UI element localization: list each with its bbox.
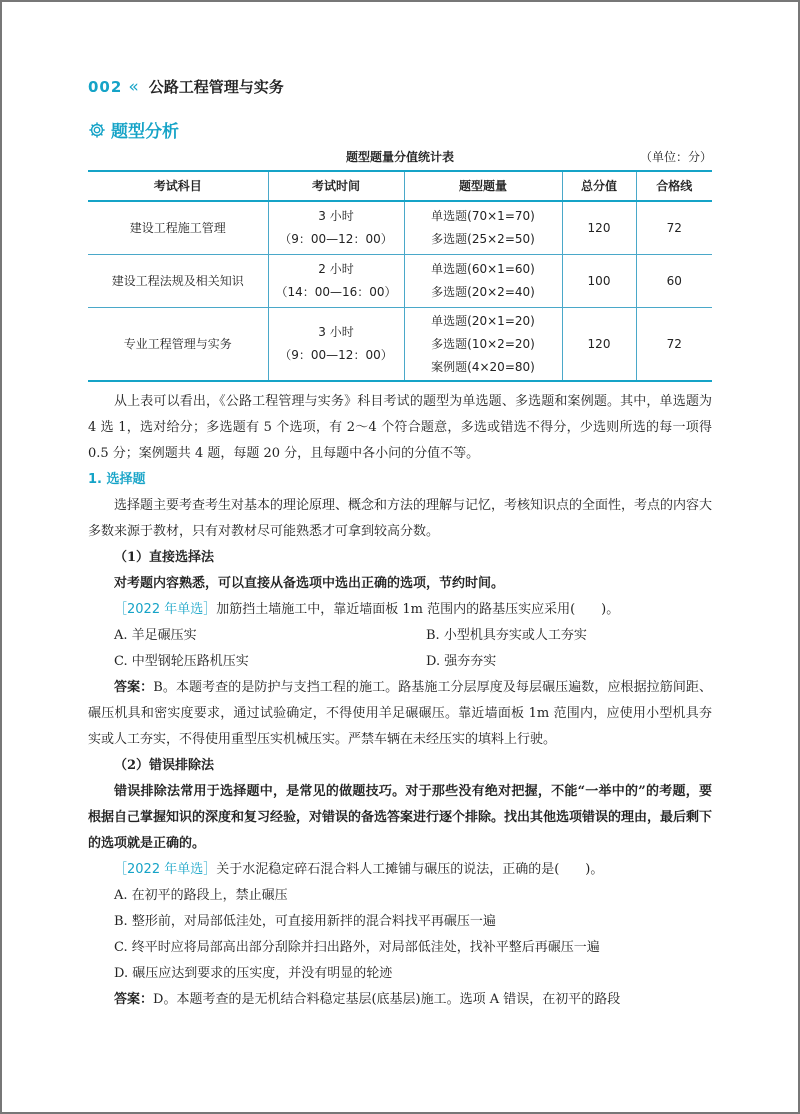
table-header-row [88,171,712,201]
choice-description: 选择题主要考查考生对基本的理论原理、概念和方法的理解与记忆，考核知识点的全面性，考点的内容大多数来源于教材，只有对教材尽可能熟悉才可拿到较高分数。 [88,498,713,539]
option-a: A. 在初平的路段上，禁止碾压 [114,888,288,903]
time-range: （14：00—16：00） [275,285,397,299]
time-hours: 3 小时 [318,325,354,339]
option-c: C. 终平时应将局部高出部分刮除并扫出路外，对局部低洼处，找补平整后再碾压一遍 [114,940,600,955]
options-row [88,649,712,675]
cell-types [404,255,562,308]
section-heading [88,117,179,142]
option-c: C. 中型钢轮压路机压实 [114,654,249,669]
question-1 [88,597,712,623]
cell-time [268,308,404,382]
method-1-description: 对考题内容熟悉，可以直接从备选项中选出正确的选项，节约时间。 [114,576,505,591]
question-text: 加筋挡土墙施工中，靠近墙面板 1m 范围内的路基压实应采用( )。 [216,602,620,617]
intro-paragraph: 从上表可以看出，《公路工程管理与实务》科目考试的题型为单选题、多选题和案例题。其中，单选题为 4 选 1，选对给分；多选题有 5 个选项，有 2～4 个符合题意，多选或错选不得分，少选则所选的每一项得 0.5 分；案例题共 4 题，每题 20 分，且每题中各小问的分值不等。 [88,394,712,461]
chevron-left-icon: « [128,76,139,97]
option-b: B. 整形前，对局部低洼处，可直接用新拌的混合料找平再碾压一遍 [114,914,496,929]
score-table [88,170,712,382]
cell-pass: 72 [636,201,712,255]
type-line: 单选题(20×1=20) [431,313,535,328]
answer-text: D。本题考查的是无机结合料稳定基层(底基层)施工。选项 A 错误，在初平的路段 [153,992,621,1007]
answer-1 [88,675,712,753]
type-line: 多选题(25×2=50) [431,232,535,246]
option-b: B. 小型机具夯实或人工夯实 [426,628,587,643]
cell-total: 100 [562,255,636,308]
type-line: 多选题(20×2=40) [431,285,535,299]
choice-heading: 1. 选择题 [88,472,146,487]
method-2-title: （2）错误排除法 [114,758,215,773]
body-text [88,389,712,1013]
question-tag: ［2022 年单选］ [114,862,217,877]
question-2 [88,857,712,883]
type-line: 案例题(4×20=80) [431,359,535,374]
gear-icon [88,121,106,139]
cell-time [268,255,404,308]
section-title: 题型分析 [111,122,179,142]
table-row [88,201,712,255]
page-number: 002 [88,77,123,96]
cell-pass: 60 [636,255,712,308]
cell-subject: 专业工程管理与实务 [88,308,268,382]
cell-total: 120 [562,201,636,255]
type-line: 单选题(60×1=60) [431,262,535,276]
cell-time [268,201,404,255]
time-hours: 2 小时 [318,262,354,276]
answer-label: 答案： [114,680,154,695]
question-text: 关于水泥稳定碎石混合料人工摊铺与碾压的说法，正确的是( )。 [216,862,604,877]
time-range: （9：00—12：00） [279,348,393,362]
options-row [88,623,712,649]
answer-label: 答案： [114,992,154,1007]
cell-types [404,308,562,382]
table-unit: （单位：分） [639,150,712,164]
header-types: 题型题量 [404,171,562,201]
cell-subject: 建设工程施工管理 [88,201,268,255]
cell-types [404,201,562,255]
time-range: （9：00—12：00） [279,232,393,246]
time-hours: 3 小时 [318,209,354,223]
book-title: 公路工程管理与实务 [148,78,284,96]
header-subject: 考试科目 [88,171,268,201]
table-row [88,255,712,308]
answer-text: B。本题考查的是防护与支挡工程的施工。路基施工分层厚度及每层碾压遍数，应根据拉筋间距、碾压机具和密实度要求，通过试验确定，不得使用羊足碾碾压。靠近墙面板 1m 范围内，应使用小型机具夯实或人工夯实，不得使用重型压实机械压实。严禁车辆在未经压实的填料上行驶。 [88,680,712,747]
question-tag: ［2022 年单选］ [114,602,217,617]
cell-total: 120 [562,308,636,382]
table-caption: 题型题量分值统计表 [345,150,454,164]
method-1-title: （1）直接选择法 [114,550,215,565]
type-line: 单选题(70×1=70) [431,209,535,223]
type-line: 多选题(10×2=20) [431,336,535,351]
cell-subject: 建设工程法规及相关知识 [88,255,268,308]
cell-pass: 72 [636,308,712,382]
table-row [88,308,712,382]
header-total: 总分值 [562,171,636,201]
option-a: A. 羊足碾压实 [114,628,197,643]
option-d: D. 强夯夯实 [426,654,497,669]
answer-2 [88,987,712,1013]
option-d: D. 碾压应达到要求的压实度，并没有明显的轮迹 [114,966,393,981]
header-time: 考试时间 [268,171,404,201]
header-pass: 合格线 [636,171,712,201]
method-2-description: 错误排除法常用于选择题中，是常见的做题技巧。对于那些没有绝对把握，不能“一举中的”的考题，要根据自己掌握知识的深度和复习经验，对错误的备选答案进行逐个排除。找出其他选项错误的理由，最后剩下的选项就是正确的。 [88,784,713,851]
page-header [88,76,284,97]
